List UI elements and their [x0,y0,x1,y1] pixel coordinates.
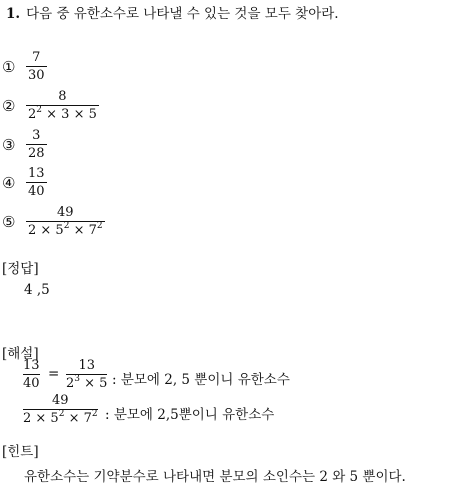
choice-5-label: ⑤ [2,213,16,231]
explanation-line-2-fraction [23,393,98,426]
choice-4-label: ④ [2,174,16,192]
choice-3-numerator: 3 [32,128,41,143]
choice-2[interactable] [2,89,142,125]
question-text: 다음 중 유한소수로 나타낼 수 있는 것을 모두 찾아라. [26,6,339,22]
choice-4-numerator: 13 [28,166,45,181]
fraction-bar [26,182,47,183]
question-number: 1. [6,6,21,22]
choice-1-numerator: 7 [32,50,41,65]
den-base: 2 [28,107,37,122]
fraction-bar [23,374,40,375]
rhs-denominator [66,376,107,391]
explanation-line-1-text: : 분모에 2, 5 뿐이니 유한소수 [112,372,290,388]
explanation-heading: [해설] [2,346,39,362]
choice-1-denominator: 30 [28,68,45,83]
lhs-numerator: 13 [23,358,40,373]
explanation-line-1 [0,358,471,396]
choice-3-denominator: 28 [28,146,45,161]
rhs-numerator: 13 [78,358,95,373]
line2-numerator: 49 [52,393,69,408]
den-part-b: × 7 [69,223,97,238]
line2-den-b: × 7 [64,411,92,426]
fraction-bar [66,374,107,375]
choice-4-denominator: 40 [28,184,45,199]
line2-den-exponent-1: 2 [58,409,65,419]
rhs-den-exponent: 3 [74,374,81,384]
choice-1[interactable] [2,50,122,86]
choice-2-label: ② [2,97,16,115]
choice-4[interactable] [2,166,122,202]
line2-den-a: 2 × 5 [23,411,59,426]
den-part-a: 2 × 5 [28,223,64,238]
lhs-denominator: 40 [23,376,40,391]
explanation-rhs-fraction [66,358,107,391]
hint-text: 유한소수는 기약분수로 나타내면 분모의 소인수는 2 와 5 뿐이다. [24,469,406,485]
explanation-line-2-text: : 분모에 2,5뿐이니 유한소수 [105,407,275,423]
choice-3-fraction [26,128,47,161]
answer-value: 4 ,5 [24,282,50,298]
explanation-lhs-fraction [23,358,40,391]
choice-2-fraction [26,89,99,122]
rhs-den-base: 2 [66,376,75,391]
equals-sign: = [48,366,60,382]
fraction-bar [26,66,47,67]
line2-denominator [23,411,98,426]
line2-den-exponent-2: 2 [91,409,98,419]
choice-4-fraction [26,166,47,199]
fraction-bar [26,144,47,145]
hint-heading: [힌트] [2,444,39,460]
choice-3[interactable] [2,128,122,164]
question-line [6,2,339,22]
explanation-line-2 [0,393,471,431]
den-rest: × 3 × 5 [42,107,97,122]
choice-5-fraction [26,205,105,238]
answer-heading: [정답] [2,261,39,277]
den-exponent-2: 2 [96,221,103,231]
choice-2-numerator: 8 [58,89,67,104]
den-exponent: 2 [36,105,43,115]
choice-3-label: ③ [2,136,16,154]
rhs-den-rest: × 5 [80,376,108,391]
choice-5[interactable] [2,205,142,243]
choice-1-fraction [26,50,47,83]
choice-5-numerator: 49 [57,205,74,220]
choice-1-label: ① [2,58,16,76]
choice-5-denominator [26,223,105,238]
den-exponent-1: 2 [63,221,70,231]
choice-2-denominator [26,107,99,122]
